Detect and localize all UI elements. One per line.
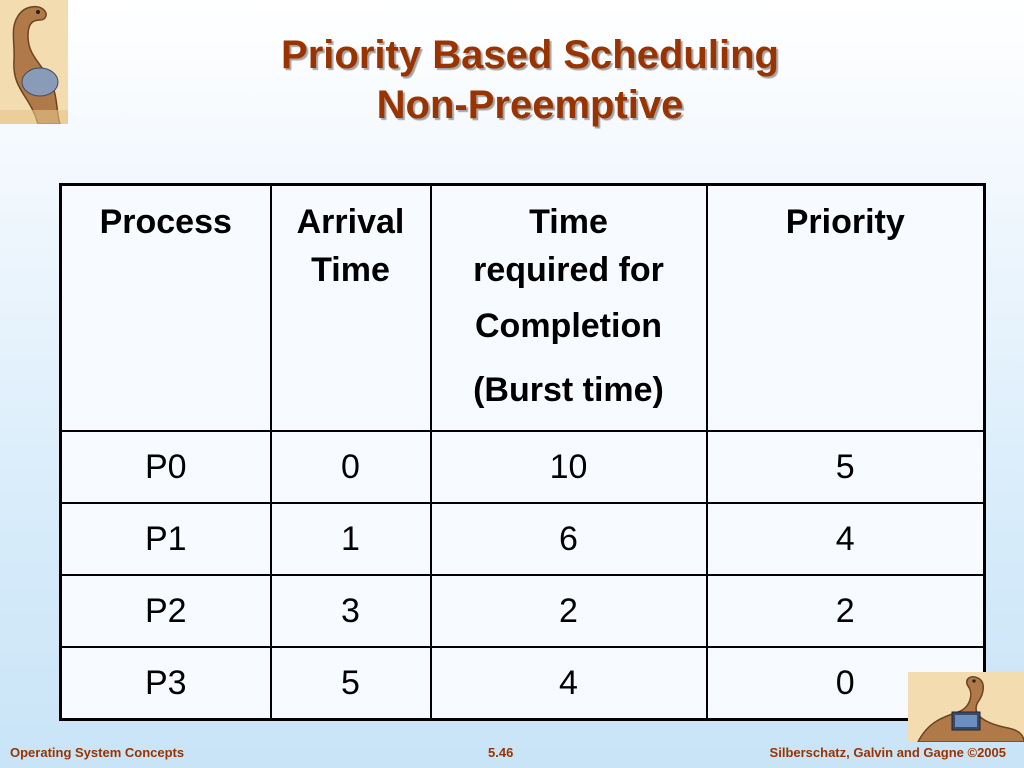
- header-process: [61, 185, 271, 432]
- dinosaur-logo-icon: [0, 0, 68, 124]
- cell-arrival: 1: [271, 503, 431, 575]
- cell-priority: 4: [707, 503, 985, 575]
- cell-priority: 5: [707, 431, 985, 503]
- cell-process: P1: [61, 503, 271, 575]
- table-header-row: [61, 185, 985, 432]
- dinosaur-laptop-icon: [908, 672, 1024, 742]
- header-priority-label: Priority: [785, 203, 905, 241]
- table-row: [61, 647, 985, 720]
- cell-process: P0: [61, 431, 271, 503]
- footer-copyright: Silberschatz, Galvin and Gagne ©2005: [769, 745, 1006, 760]
- header-burst-time: [431, 185, 707, 432]
- title-line-1: Priority Based Scheduling: [281, 33, 779, 77]
- table-row: [61, 575, 985, 647]
- cell-priority: 2: [707, 575, 985, 647]
- footer-course-title: Operating System Concepts: [10, 745, 185, 760]
- cell-arrival: 5: [271, 647, 431, 720]
- header-burst-line1: Time: [529, 203, 608, 241]
- cell-burst: 4: [431, 647, 707, 720]
- cell-arrival: 3: [271, 575, 431, 647]
- cell-burst: 6: [431, 503, 707, 575]
- table-row: [61, 431, 985, 503]
- cell-priority: 0: [707, 647, 985, 720]
- slide-title: [130, 30, 930, 130]
- header-burst-line2: required for: [473, 251, 664, 289]
- scheduling-table: [59, 183, 986, 721]
- table-row: [61, 503, 985, 575]
- header-arrival-time: [271, 185, 431, 432]
- cell-burst: 10: [431, 431, 707, 503]
- header-arrival-line1: Arrival: [296, 203, 405, 241]
- title-line-2: Non-Preemptive: [376, 83, 684, 127]
- cell-arrival: 0: [271, 431, 431, 503]
- cell-process: P3: [61, 647, 271, 720]
- cell-process: P2: [61, 575, 271, 647]
- header-burst-line4: (Burst time): [473, 371, 664, 409]
- footer-page-number: 5.46: [488, 745, 514, 760]
- header-burst-line3: Completion: [475, 307, 662, 345]
- header-arrival-line2: Time: [311, 251, 390, 289]
- header-priority: [707, 185, 985, 432]
- cell-burst: 2: [431, 575, 707, 647]
- header-process-label: Process: [99, 203, 232, 241]
